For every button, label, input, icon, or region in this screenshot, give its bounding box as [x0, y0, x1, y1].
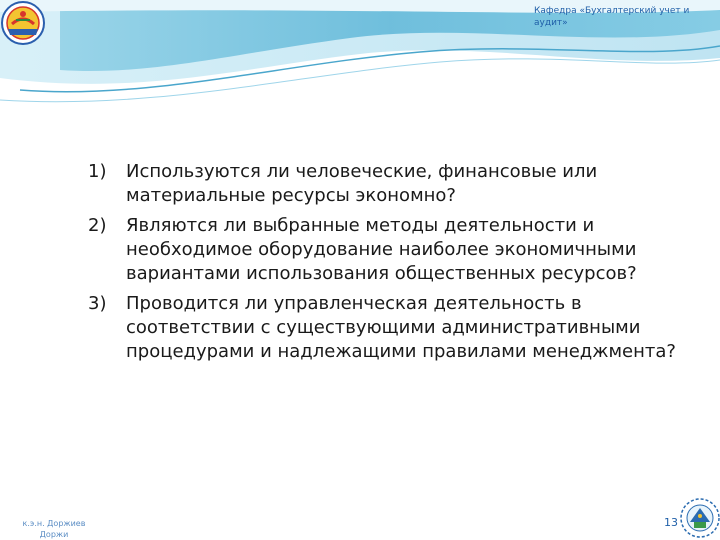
question-list	[88, 160, 688, 370]
department-title: Кафедра «Бухгалтерский учет и аудит»	[534, 6, 690, 28]
list-item-text: Проводится ли управленческая деятельность в соответствии с существующими административными процедурами и надлежащими правилами менеджмента?	[126, 293, 676, 362]
list-item-text: Используются ли человеческие, финансовые или материальные ресурсы экономно?	[126, 161, 598, 206]
list-item-number: 2)	[88, 215, 107, 236]
list-item-number: 1)	[88, 161, 107, 182]
university-crest-icon	[676, 494, 720, 540]
list-item	[88, 160, 688, 208]
list-item-text: Являются ли выбранные методы деятельности и необходимое оборудование наиболее экономичными вариантами использования общественных ресурсов?	[126, 215, 637, 284]
page-number: 13	[664, 516, 678, 529]
author-credit: к.э.н. Доржиев Доржи	[22, 519, 86, 539]
list-item	[88, 214, 688, 286]
university-emblem-icon	[0, 0, 46, 46]
list-item	[88, 292, 688, 364]
list-item-number: 3)	[88, 293, 107, 314]
